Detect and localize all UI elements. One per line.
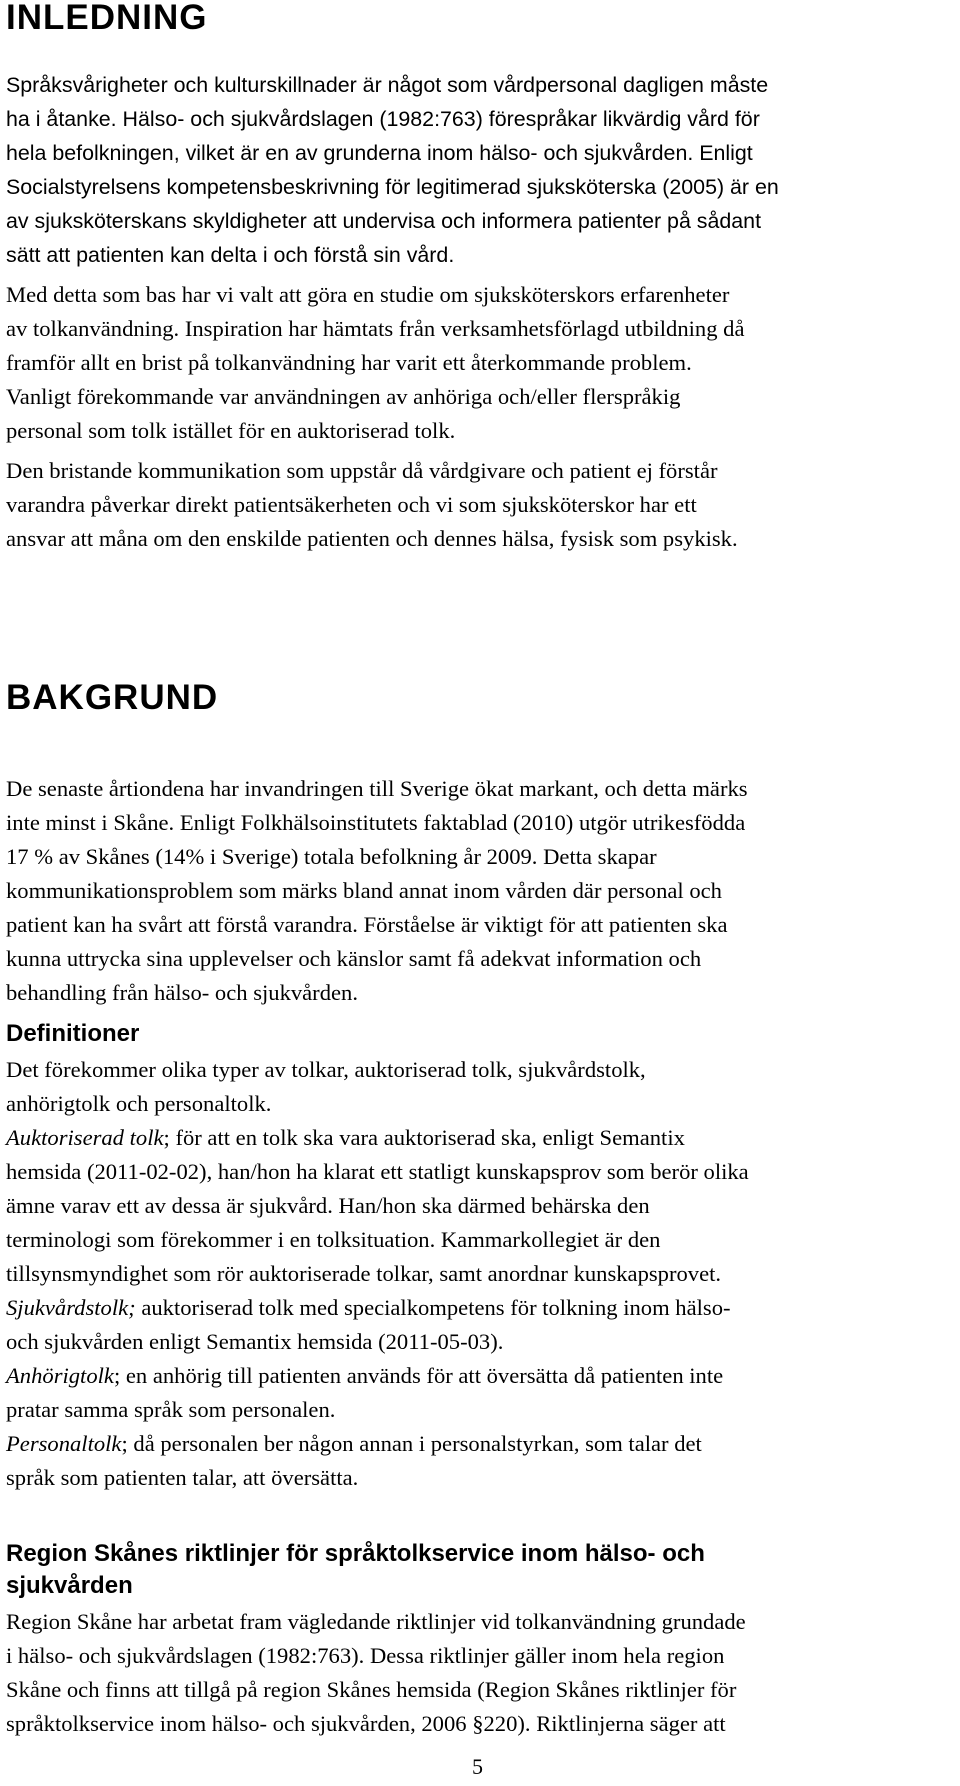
text-line: [6, 1427, 944, 1461]
heading-line: sjukvården: [6, 1572, 133, 1599]
text-line: Vanligt förekommande var användningen av anhöriga och/eller flerspråkig: [6, 384, 681, 409]
text-line: Socialstyrelsens kompetensbeskrivning för legitimerad sjuksköterska (2005) är en: [6, 175, 779, 199]
text-line: och sjukvården enligt Semantix hemsida (2011-05-03).: [6, 1329, 504, 1354]
text-line: De senaste årtiondena har invandringen till Sverige ökat markant, och detta märks: [6, 776, 748, 801]
text-line: framför allt en brist på tolkanvändning har varit ett återkommande problem.: [6, 350, 692, 375]
intro-paragraph-2: [6, 278, 944, 448]
text-line: språktolkservice inom hälso- och sjukvården, 2006 §220). Riktlinjerna säger att: [6, 1711, 726, 1736]
definition-text: ; för att en tolk ska vara auktoriserad ska, enligt Semantix: [163, 1125, 685, 1150]
text-line: varandra påverkar direkt patientsäkerheten och vi som sjuksköterskor har ett: [6, 492, 697, 517]
text-line: ämne varav ett av dessa är sjukvård. Han/hon ska därmed behärska den: [6, 1193, 650, 1218]
text-line: Det förekommer olika typer av tolkar, auktoriserad tolk, sjukvårdstolk,: [6, 1057, 646, 1082]
page-number: 5: [472, 1754, 483, 1779]
text-line: behandling från hälso- och sjukvården.: [6, 980, 358, 1005]
text-line: [6, 1359, 944, 1393]
term-auktoriserad-tolk: Auktoriserad tolk: [6, 1125, 164, 1150]
text-line: hela befolkningen, vilket är en av grunderna inom hälso- och sjukvården. Enligt: [6, 141, 753, 165]
text-line: Region Skåne har arbetat fram vägledande riktlinjer vid tolkanvändning grundade: [6, 1609, 746, 1634]
text-line: pratar samma språk som personalen.: [6, 1397, 336, 1422]
text-line: [6, 1121, 944, 1155]
term-sjukvardstolk: Sjukvårdstolk;: [6, 1295, 136, 1320]
text-line: språk som patienten talar, att översätta.: [6, 1465, 359, 1490]
term-personaltolk: Personaltolk: [6, 1431, 122, 1456]
text-line: av tolkanvändning. Inspiration har hämtats från verksamhetsförlagd utbildning då: [6, 316, 745, 341]
text-line: av sjuksköterskans skyldigheter att undervisa och informera patienter på sådant: [6, 209, 762, 233]
text-line: tillsynsmyndighet som rör auktoriserade tolkar, samt anordnar kunskapsprovet.: [6, 1261, 722, 1286]
text-line: patient kan ha svårt att förstå varandra. Förståelse är viktigt för att patienten ska: [6, 912, 728, 937]
text-line: inte minst i Skåne. Enligt Folkhälsoinstitutets faktablad (2010) utgör utrikesfödda: [6, 810, 746, 835]
text-line: Språksvårigheter och kulturskillnader är något som vårdpersonal dagligen måste: [6, 73, 769, 97]
text-line: personal som tolk istället för en auktoriserad tolk.: [6, 418, 456, 443]
text-line: hemsida (2011-02-02), han/hon ha klarat ett statligt kunskapsprov som berör olika: [6, 1159, 749, 1184]
text-line: [6, 1291, 944, 1325]
text-line: Den bristande kommunikation som uppstår då vårdgivare och patient ej förstår: [6, 458, 718, 483]
text-line: kunna uttrycka sina upplevelser och känslor samt få adekvat information och: [6, 946, 702, 971]
text-line: anhörigtolk och personaltolk.: [6, 1091, 272, 1116]
heading-inledning: INLEDNING: [6, 0, 208, 37]
region-paragraph: [6, 1605, 944, 1741]
term-anhorigtolk: Anhörigtolk: [6, 1363, 114, 1388]
definition-text: ; då personalen ber någon annan i personalstyrkan, som talar det: [121, 1431, 702, 1456]
text-line: terminologi som förekommer i en tolksituation. Kammarkollegiet är den: [6, 1227, 661, 1252]
text-line: Skåne och finns att tillgå på region Skånes hemsida (Region Skånes riktlinjer för: [6, 1677, 737, 1702]
text-line: Med detta som bas har vi valt att göra en studie om sjuksköterskors erfarenheter: [6, 282, 730, 307]
text-line: 17 % av Skånes (14% i Sverige) totala befolkning år 2009. Detta skapar: [6, 844, 657, 869]
text-line: ha i åtanke. Hälso- och sjukvårdslagen (1982:763) förespråkar likvärdig vård för: [6, 107, 760, 131]
heading-region-skane: [6, 1538, 705, 1602]
text-line: sätt att patienten kan delta i och förstå sin vård.: [6, 243, 455, 267]
heading-bakgrund: BAKGRUND: [6, 678, 219, 717]
intro-paragraph-1: [6, 68, 944, 272]
text-line: i hälso- och sjukvårdslagen (1982:763). Dessa riktlinjer gäller inom hela region: [6, 1643, 725, 1668]
background-paragraph: [6, 772, 944, 1010]
definition-text: auktoriserad tolk med specialkompetens för tolkning inom hälso-: [135, 1295, 731, 1320]
heading-line: Region Skånes riktlinjer för språktolkservice inom hälso- och: [6, 1540, 705, 1567]
definition-text: ; en anhörig till patienten används för att översätta då patienten inte: [113, 1363, 724, 1388]
definitions-paragraph: [6, 1053, 944, 1495]
text-line: ansvar att måna om den enskilde patienten och dennes hälsa, fysisk som psykisk.: [6, 526, 738, 551]
intro-paragraph-3: [6, 454, 944, 556]
text-line: kommunikationsproblem som märks bland annat inom vården där personal och: [6, 878, 722, 903]
heading-definitioner: Definitioner: [6, 1020, 140, 1047]
